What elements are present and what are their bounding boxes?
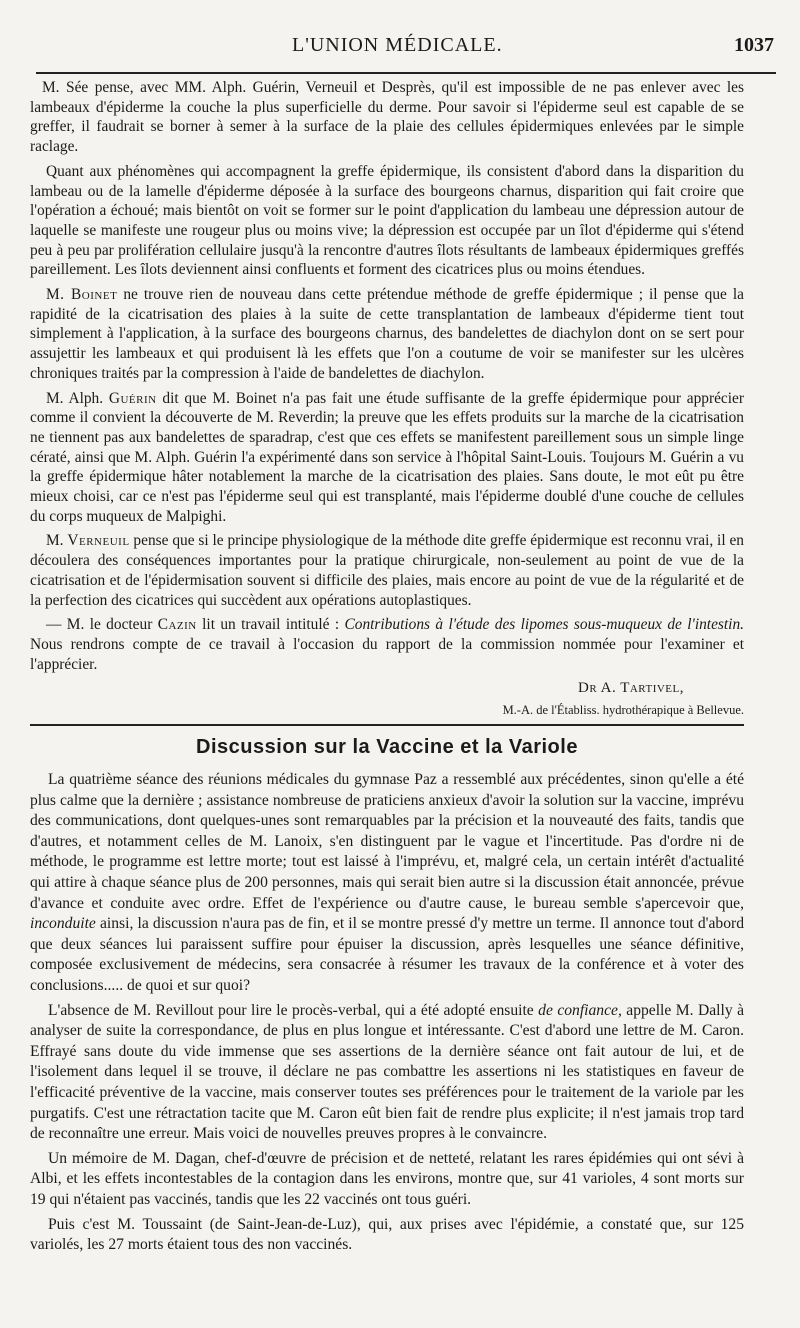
article-vaccine <box>30 770 744 1256</box>
work-title: Contributions à l'étude des lipomes sous-muqueux de l'intestin. <box>344 616 744 634</box>
header-rule <box>36 72 776 74</box>
paragraph <box>30 615 744 674</box>
emphasis: inconduite <box>30 915 96 933</box>
signature: Dr A. Tartivel, <box>578 680 684 697</box>
speaker-name: M. Boinet <box>46 286 118 304</box>
section-title: Discussion sur la Vaccine et la Variole <box>196 736 578 759</box>
signature-affiliation: M.-A. de l'Établiss. hydrothérapique à Bellevue. <box>502 703 744 718</box>
paragraph <box>30 1001 744 1145</box>
speaker-name: Guérin <box>108 389 157 407</box>
paragraph-text: lit un travail intitulé : <box>196 616 345 634</box>
paragraph <box>30 531 744 610</box>
running-head <box>30 0 774 62</box>
paragraph <box>30 389 744 527</box>
paragraph-text: — M. le docteur <box>46 616 158 634</box>
paragraph-text: pense que si le principe physiologique de la méthode dite greffe épidermique est reconnu vrai, il en découlera des conséquences importantes pour la pratique chirurgicale, non-seulement au point de vue de la cicatrisation et de l'épidermisation souvent si difficile des plaies, mais encore au point de vue de la régularité et de la perfection des cicatrices qui succèdent aux opérations autoplastiques. <box>30 532 744 609</box>
running-title: L'UNION MÉDICALE. <box>292 34 503 56</box>
page-number: 1037 <box>734 34 774 56</box>
paragraph: Quant aux phénomènes qui accompagnent la greffe épidermique, ils consistent d'abord dans la disparition du lambeau ou de la lamelle d'épiderme déposée à la surface des bourgeons charnus, disparition qui fait croire que l'opération a échoué; mais bientôt on voit se former sur le point d'application du lambeau une dépression autour de laquelle se manifeste une rougeur plus ou moins vive; la dépression est occupée par un îlot d'épiderme qui s'étend peu à peu par prolifération cellulaire jusqu'à la rencontre d'autres îlots résultants de lambeaux épidermiques greffés pareillement. Les îlots deviennent ainsi confluents et forment des cicatrices plus ou moins étendues. <box>30 162 744 279</box>
paragraph: Un mémoire de M. Dagan, chef-d'œuvre de précision et de netteté, relatant les rares épidémies qui ont sévi à Albi, et les effets incontestables de la contagion dans les environs, montre que, sur 41 varioles, 4 sont morts sur 19 qui n'étaient pas vaccinés, tandis que les 22 vaccinés ont tous guéri. <box>30 1149 744 1208</box>
paragraph-text: ainsi, la discussion n'aura pas de fin, et il se montre pressé d'y mettre un terme. Il annonce tout d'abord que deux séances lui paraissent suffire pour épuiser la discussion, après lesquelles une séance définitive, composée exclusivement de médecins, sera consacrée à résumer les travaux de la conférence et à voter des conclusions..... de quoi et sur quoi? <box>30 915 744 995</box>
paragraph-text: L'absence de M. Revillout pour lire le procès-verbal, qui a été adopté ensuite <box>48 1001 539 1019</box>
paragraph-text: appelle M. Dally à analyser de suite la correspondance, de plus en plus longue et intéressante. C'est d'abord une lettre de M. Caron. Effrayé sans doute du vide immense que ses assertions de la dernière séance ont fait autour de lui, et de l'isolement dans lequel il se trouve, il déclare ne pas combattre les assertions ni les statistiques en faveur de l'efficacité préventive de la vaccine, mais conserver toutes ses préférences pour le traitement de la variole par les purgatifs. C'est une rétractation tacite que M. Caron eût bien fait de rendre plus explicite; il n'est jamais trop tard de reconnaître une erreur. Mais voici de nouvelles preuves propres à le convaincre. <box>30 1001 744 1143</box>
paragraph-text: M. <box>46 532 68 550</box>
paragraph-text: ne trouve rien de nouveau dans cette prétendue méthode de greffe épidermique ; il pense que la rapidité de la cicatrisation des plaies à la suite de cette transplantation de lambeaux d'épiderme tient tout simplement à l'application, à la surface des bourgeons charnus, des bandelettes de diachylon dont on se sert pour assujettir les lambeaux et qui produisent là les effets que l'on a coutume de voir se manifester sur les ulcères chroniques traités par la compression à l'aide de bandelettes de diachylon. <box>30 286 744 382</box>
paragraph-text: dit que M. Boinet n'a pas fait une étude suffisante de la greffe épidermique pour apprécier comme il convient la découverte de M. Reverdin; la preuve que les effets produits sur la marche de la cicatrisation ne tiennent pas aux bandelettes de sparadrap, c'est que ces effets se manifestent pareillement sous un simple linge cératé, ainsi que M. Alph. Guérin l'a expérimenté dans son service à l'hôpital Saint-Louis. Toujours M. Guérin a vu la greffe épidermique hâter notablement la marche de la cicatrisation des plaies. Sans doute, le mot eût pu être mieux choisi, car ce n'est pas l'épiderme seul qui est transplanté, mais l'épiderme doublé d'une couche de cellules du corps muqueux de Malpighi. <box>30 389 744 525</box>
paragraph-text: Nous rendrons compte de ce travail à l'occasion du rapport de la commission nommée pour l'examiner et l'apprécier. <box>30 635 744 673</box>
speaker-name: Cazin <box>157 616 197 634</box>
section-rule <box>30 724 744 726</box>
emphasis: de confiance, <box>538 1001 622 1019</box>
paragraph-text: La quatrième séance des réunions médicales du gymnase Paz a ressemblé aux précédentes, sinon qu'elle a été plus calme que la dernière ; assistance nombreuse de praticiens anxieux d'avoir la solution sur la vaccine, imprévu des communications, dont quelques-unes sont remarquables par la précision et la nouveauté des faits, tandis que d'autres, et notamment celles de M. Lanoix, s'en distinguent par le vague et l'incertitude. Pas d'ordre ni de méthode, le programme est lettre morte; tout est laissé à l'imprévu, et, malgré cela, un certain intérêt d'actualité qui attire à chaque séance plus de 200 personnes, mais qui serait bien autre si la discussion était annoncée, prévue d'avance et conduite avec ordre. Effet de l'expérience ou d'autre cause, le bureau semble s'apercevoir que, <box>30 771 744 912</box>
speaker-name: Verneuil <box>67 532 130 550</box>
body-text <box>30 78 744 1260</box>
paragraph <box>30 770 744 997</box>
paragraph: Puis c'est M. Toussaint (de Saint-Jean-de-Luz), qui, aux prises avec l'épidémie, a constaté que, sur 125 variolés, les 27 morts étaient tous des non vaccinés. <box>30 1215 744 1254</box>
paragraph-text: M. Alph. <box>46 389 109 407</box>
paragraph <box>30 285 744 384</box>
paragraph: M. Sée pense, avec MM. Alph. Guérin, Verneuil et Desprès, qu'il est impossible de ne pas enlever avec les lambeaux d'épiderme la couche la plus superficielle du derme. Pour savoir si l'épiderme seul est capable de se greffer, il faudrait se borner à semer à la surface de la plaie des cellules épidermiques enlevées par le simple raclage. <box>30 79 744 156</box>
